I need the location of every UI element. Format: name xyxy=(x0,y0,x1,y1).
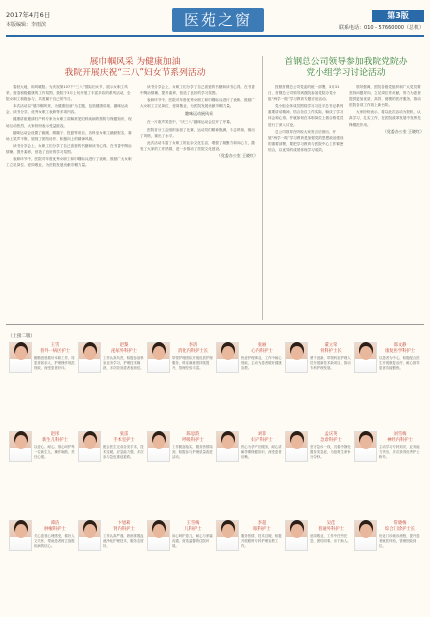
staff-card xyxy=(353,520,422,608)
staff-photo xyxy=(147,431,170,462)
staff-description: 坚守急诊一线，沉着冷静处置各类急症，为抢救生命争分夺秒。 xyxy=(310,445,351,460)
staff-name-text: 赵黎 xyxy=(119,343,129,348)
staff-card xyxy=(146,520,215,608)
staff-card xyxy=(146,342,215,430)
staff-title-text: 普通外科护士 xyxy=(318,527,344,532)
staff-card xyxy=(215,342,284,430)
staff-card xyxy=(77,520,146,608)
staff-gallery xyxy=(8,342,422,610)
left-para-2: 本次活动以“展巾帼风采，为健康加油”为主题，包括健康讲座、趣味运动会、读书分享、优秀女职工表彰等多项内容。 xyxy=(6,104,129,115)
staff-description: 工作勤奋踏实，服务热情周到，积极参与护理质量改进活动。 xyxy=(172,445,213,460)
staff-name xyxy=(103,343,145,355)
staff-card xyxy=(8,520,77,608)
staff-name xyxy=(310,343,352,355)
staff-name-text: 李超 xyxy=(257,521,267,526)
issue-date: 2017年4月6日 xyxy=(6,11,51,19)
staff-photo xyxy=(9,431,32,462)
staff-name-text: 赵彤 xyxy=(50,432,60,437)
staff-title-text: 眼科护士 xyxy=(253,527,271,532)
staff-description: 勇于创新，带领科室护理人员开展新技术新项目，推动专科护理发展。 xyxy=(310,356,351,371)
staff-photo xyxy=(9,342,32,373)
left-article-title-line1: 展巾帼风采 为健康加油 xyxy=(89,57,181,67)
staff-name-text: 吴佳 xyxy=(326,521,336,526)
staff-description: 爱岗敬业，工作中任劳任怨，团结同事，乐于助人。 xyxy=(310,534,351,544)
right-article-title xyxy=(268,57,424,79)
staff-title-text: 神经内科护士 xyxy=(387,438,413,443)
staff-card xyxy=(8,342,77,430)
staff-title-text: 消化内科护士长 xyxy=(177,349,209,354)
staff-title-text: 儿科护士 xyxy=(184,527,202,532)
left-para-4: 趣味运动会设置了跳绳、踢毽子、投篮等项目，各科室女职工踊跃报名，赛场上笑声不断，展现了团结协作、积极向上的精神风貌。 xyxy=(6,130,132,141)
staff-title-text: 新生儿科护士 xyxy=(42,438,68,443)
right-para-2: 党小组全体成员围绕学习习近平总书记系列重要讲话精神，结合各自工作实际，畅谈了学习体会和心得，并就如何在本职岗位上做合格党员进行了深入讨论。 xyxy=(268,104,344,127)
staff-card xyxy=(353,342,422,430)
staff-title-text: 综合门诊护士长 xyxy=(384,527,416,532)
page-editor: 本版编辑：李雨滨 xyxy=(6,22,47,28)
right-byline: （党委办公室 王晓红） xyxy=(382,128,424,134)
staff-description: 带领护理团队开展优质护理服务，科室满意度持续提升，管理经验丰富。 xyxy=(172,356,213,371)
staff-name-text: 刘菲 xyxy=(257,432,267,437)
staff-card xyxy=(8,431,77,519)
staff-description: 工作认真严谨，熟练掌握血液净化护理技术，服务态度好。 xyxy=(103,534,144,549)
staff-name-text: 邵文静 xyxy=(393,343,407,348)
staff-title-text: 骨科护士长 xyxy=(320,349,342,354)
staff-card xyxy=(284,342,353,430)
staff-photo xyxy=(147,342,170,373)
right-article-col1 xyxy=(268,84,344,320)
staff-title-text: 呼吸科护士 xyxy=(182,438,204,443)
staff-description: 用心呵护患儿，耐心与家属沟通，营造温馨的住院环境。 xyxy=(172,534,213,549)
header-rule xyxy=(6,35,424,37)
staff-card xyxy=(353,431,422,519)
staff-description: 以患者为中心，积极配合医生开展康复治疗，耐心指导患者功能锻炼。 xyxy=(379,356,420,371)
left-para-3: 健康讲座邀请妇产科专家为女职工讲解常见妇科疾病的预防与保健知识，现场互动热烈，大家纷纷表示受益匪浅。 xyxy=(6,117,132,128)
staff-photo xyxy=(78,342,101,373)
staff-photo xyxy=(285,520,308,551)
staff-name-text: 张雷 xyxy=(119,432,129,437)
staff-description: 工作认真负责，积极参加科室业务学习，护理技术娴熟，多次收到患者表扬信。 xyxy=(103,356,144,371)
staff-description: 服务热情，技术过硬，积极开展眼科专科护理宣教工作。 xyxy=(241,534,282,549)
staff-title-text: 泌尿外科护士 xyxy=(111,349,137,354)
page-header xyxy=(6,8,424,48)
staff-name xyxy=(241,343,283,355)
staff-photo xyxy=(78,520,101,551)
left-article-col1 xyxy=(6,84,134,320)
page-number-badge: 第3版 xyxy=(372,10,424,22)
staff-name xyxy=(34,432,76,444)
staff-description: 优化门诊就诊流程，提升患者就医体验，管理细致到位。 xyxy=(379,534,420,549)
staff-description: 关心患者心理感受，做好人文关怀，帮助患者树立战胜疾病的信心。 xyxy=(34,534,75,549)
staff-photo xyxy=(354,520,377,551)
staff-title-text: 手术室护士 xyxy=(113,438,135,443)
staff-name xyxy=(172,521,214,533)
staff-name-text: 卞旭莉 xyxy=(117,521,131,526)
staff-card xyxy=(215,431,284,519)
left-para2-5: 此次活动丰富了女职工的业余文化生活，增强了凝聚力和向心力，激发了大家的工作热情，进一步推动了医院文化建设。 xyxy=(140,140,255,151)
staff-name-text: 常晓梅 xyxy=(393,521,407,526)
staff-name xyxy=(310,521,352,533)
staff-card xyxy=(215,520,284,608)
left-para2-4: 医院各分工会组织参加了比赛，运动员们精神饱满，斗志昂扬，赛出了风格，赛出了水平。 xyxy=(140,127,255,138)
staff-title-text: 肿瘤科护士 xyxy=(44,527,66,532)
staff-photo xyxy=(9,520,32,551)
staff-title-text: 肾内科护士 xyxy=(113,527,135,532)
section-divider xyxy=(6,324,424,325)
staff-card xyxy=(77,342,146,430)
staff-title-text: 康复医学科护士 xyxy=(384,349,416,354)
masthead-title: 医苑之窗 xyxy=(172,8,264,32)
staff-photo xyxy=(216,431,239,462)
staff-name xyxy=(241,521,283,533)
staff-name xyxy=(241,432,283,444)
left-para2-3: 在一片欢声笑语中，“庆三八”趣味运动会拉开了序幕。 xyxy=(147,120,234,125)
staff-photo xyxy=(354,431,377,462)
staff-name xyxy=(172,343,214,355)
staff-photo xyxy=(285,342,308,373)
right-para-4: 领导强调，医院各级党组织和广大党员要坚持问题导向，立足岗位作贡献，努力为患者提供更加优质、高效、便捷的医疗服务，推动医院各项工作再上新台阶。 xyxy=(349,85,421,108)
staff-card xyxy=(284,431,353,519)
staff-name xyxy=(103,432,145,444)
staff-description: 配合医生完成各类手术，技术过硬，应急能力强，多次参与急危重症抢救。 xyxy=(103,445,144,460)
staff-description: 勤勤恳恳做好本职工作，待患者如亲人，护理操作规范细致，深受患者好评。 xyxy=(34,356,75,371)
staff-photo xyxy=(216,342,239,373)
staff-name xyxy=(34,521,76,533)
staff-name xyxy=(172,432,214,444)
staff-name xyxy=(379,521,421,533)
right-article-col2 xyxy=(349,84,424,320)
staff-name-text: 李清 xyxy=(188,343,198,348)
staff-photo xyxy=(354,342,377,373)
staff-name-text: 董立荣 xyxy=(324,343,338,348)
left-para-5: 读书分享会上，女职工们分享了自己喜爱的书籍和读书心得，在书香中陶冶情操、提升素养，营造了良好的学习氛围。 xyxy=(6,143,132,154)
staff-name-text: 孟庆英 xyxy=(324,432,338,437)
staff-name-text: 王雪 xyxy=(50,343,60,348)
staff-name-text: 刘雪梅 xyxy=(393,432,407,437)
staff-photo xyxy=(285,431,308,462)
contact-phone: 联系电话：010 - 57660000（总机） xyxy=(339,25,424,31)
staff-name-text: 王雪梅 xyxy=(186,521,200,526)
staff-name-text: 谭洁 xyxy=(50,521,60,526)
staff-photo xyxy=(147,520,170,551)
staff-name xyxy=(379,343,421,355)
staff-card xyxy=(284,520,353,608)
left-byline: （党委办公室 王晓红） xyxy=(216,152,258,158)
left-subtitle: 趣味运动展风采 xyxy=(185,111,213,117)
staff-description: 热爱护理事业，工作中耐心细致，主动为患者做好健康宣教。 xyxy=(241,356,282,371)
right-article-title-line1: 首钢总公司领导参加我院党院办 xyxy=(284,57,408,67)
left-para2-2: 表彰环节中，医院对年度优秀女职工和巾帼标兵进行了表彰，鼓励广大女职工立足岗位、爱岗敬业，为医院发展贡献巾帼力量。 xyxy=(140,98,255,109)
left-para-6: 表彰环节中，医院对年度优秀女职工和巾帼标兵进行了表彰，鼓励广大女职工立足岗位、爱岗敬业，为医院发展贡献巾帼力量。 xyxy=(6,157,132,168)
staff-name xyxy=(103,521,145,533)
staff-title-text: 普外一病区护士 xyxy=(39,349,71,354)
staff-name-text: 陈思韵 xyxy=(186,432,200,437)
column-divider xyxy=(262,56,263,320)
staff-title-text: 急诊科护士 xyxy=(320,438,342,443)
right-para-1: 按照首钢总公司党委的统一部署，3月31日，首钢总公司领导到我院参加党院办党小组“两学一做”学习教育专题讨论活动。 xyxy=(268,85,340,102)
staff-card xyxy=(146,431,215,519)
staff-description: 主动学习专科知识，业务能力突出，多次获得优秀护士称号。 xyxy=(379,445,420,460)
staff-title-text: 妇产科护士 xyxy=(251,438,273,443)
left-article-title xyxy=(20,57,250,79)
right-article-title-line2: 党小组学习讨论活动 xyxy=(306,68,386,78)
staff-photo xyxy=(216,520,239,551)
staff-name xyxy=(34,343,76,355)
staff-title-text: 心内科护士 xyxy=(251,349,273,354)
staff-name-text: 张丽 xyxy=(257,343,267,348)
staff-description: 以爱心、耐心、细心呵护每一位新生儿，操作娴熟，责任心强。 xyxy=(34,445,75,460)
staff-photo xyxy=(78,431,101,462)
left-para2-1: 读书分享会上，女职工们分享了自己喜爱的书籍和读书心得，在书香中陶冶情操、提升素养，营造了良好的学习氛围。 xyxy=(140,85,255,96)
staff-name xyxy=(310,432,352,444)
left-para-1: 春回大地，和风暖阳。为庆祝第107个“三八”国际妇女节，展示女职工风采，营造积极健康的工作氛围，我院于3月上旬开展了丰富多彩的系列活动，全院女职工积极参与，共度属于自己的节日。 xyxy=(6,85,131,102)
staff-description: 热心为孕产妇服务，耐心讲解孕期保健知识，深受患者信赖。 xyxy=(241,445,282,460)
gallery-continued-label: （上接二版） xyxy=(8,334,35,339)
staff-name xyxy=(379,432,421,444)
right-para-3: 总公司领导在听取大家发言后指出，开展“两学一做”学习教育是加强党的思想政治建设的重要部署，要把学习教育与医院中心工作紧密结合，以优异的成绩体现学习成效。 xyxy=(268,129,344,152)
left-article-title-line2: 我院开展庆祝“三八”妇女节系列活动 xyxy=(64,68,206,78)
staff-card xyxy=(77,431,146,519)
left-article-col2 xyxy=(140,84,258,320)
right-para-5: 大家纷纷表示，将以此次活动为契机，认真学习、扎实工作，在医院改革发展中发挥先锋模范作用。 xyxy=(349,110,421,127)
